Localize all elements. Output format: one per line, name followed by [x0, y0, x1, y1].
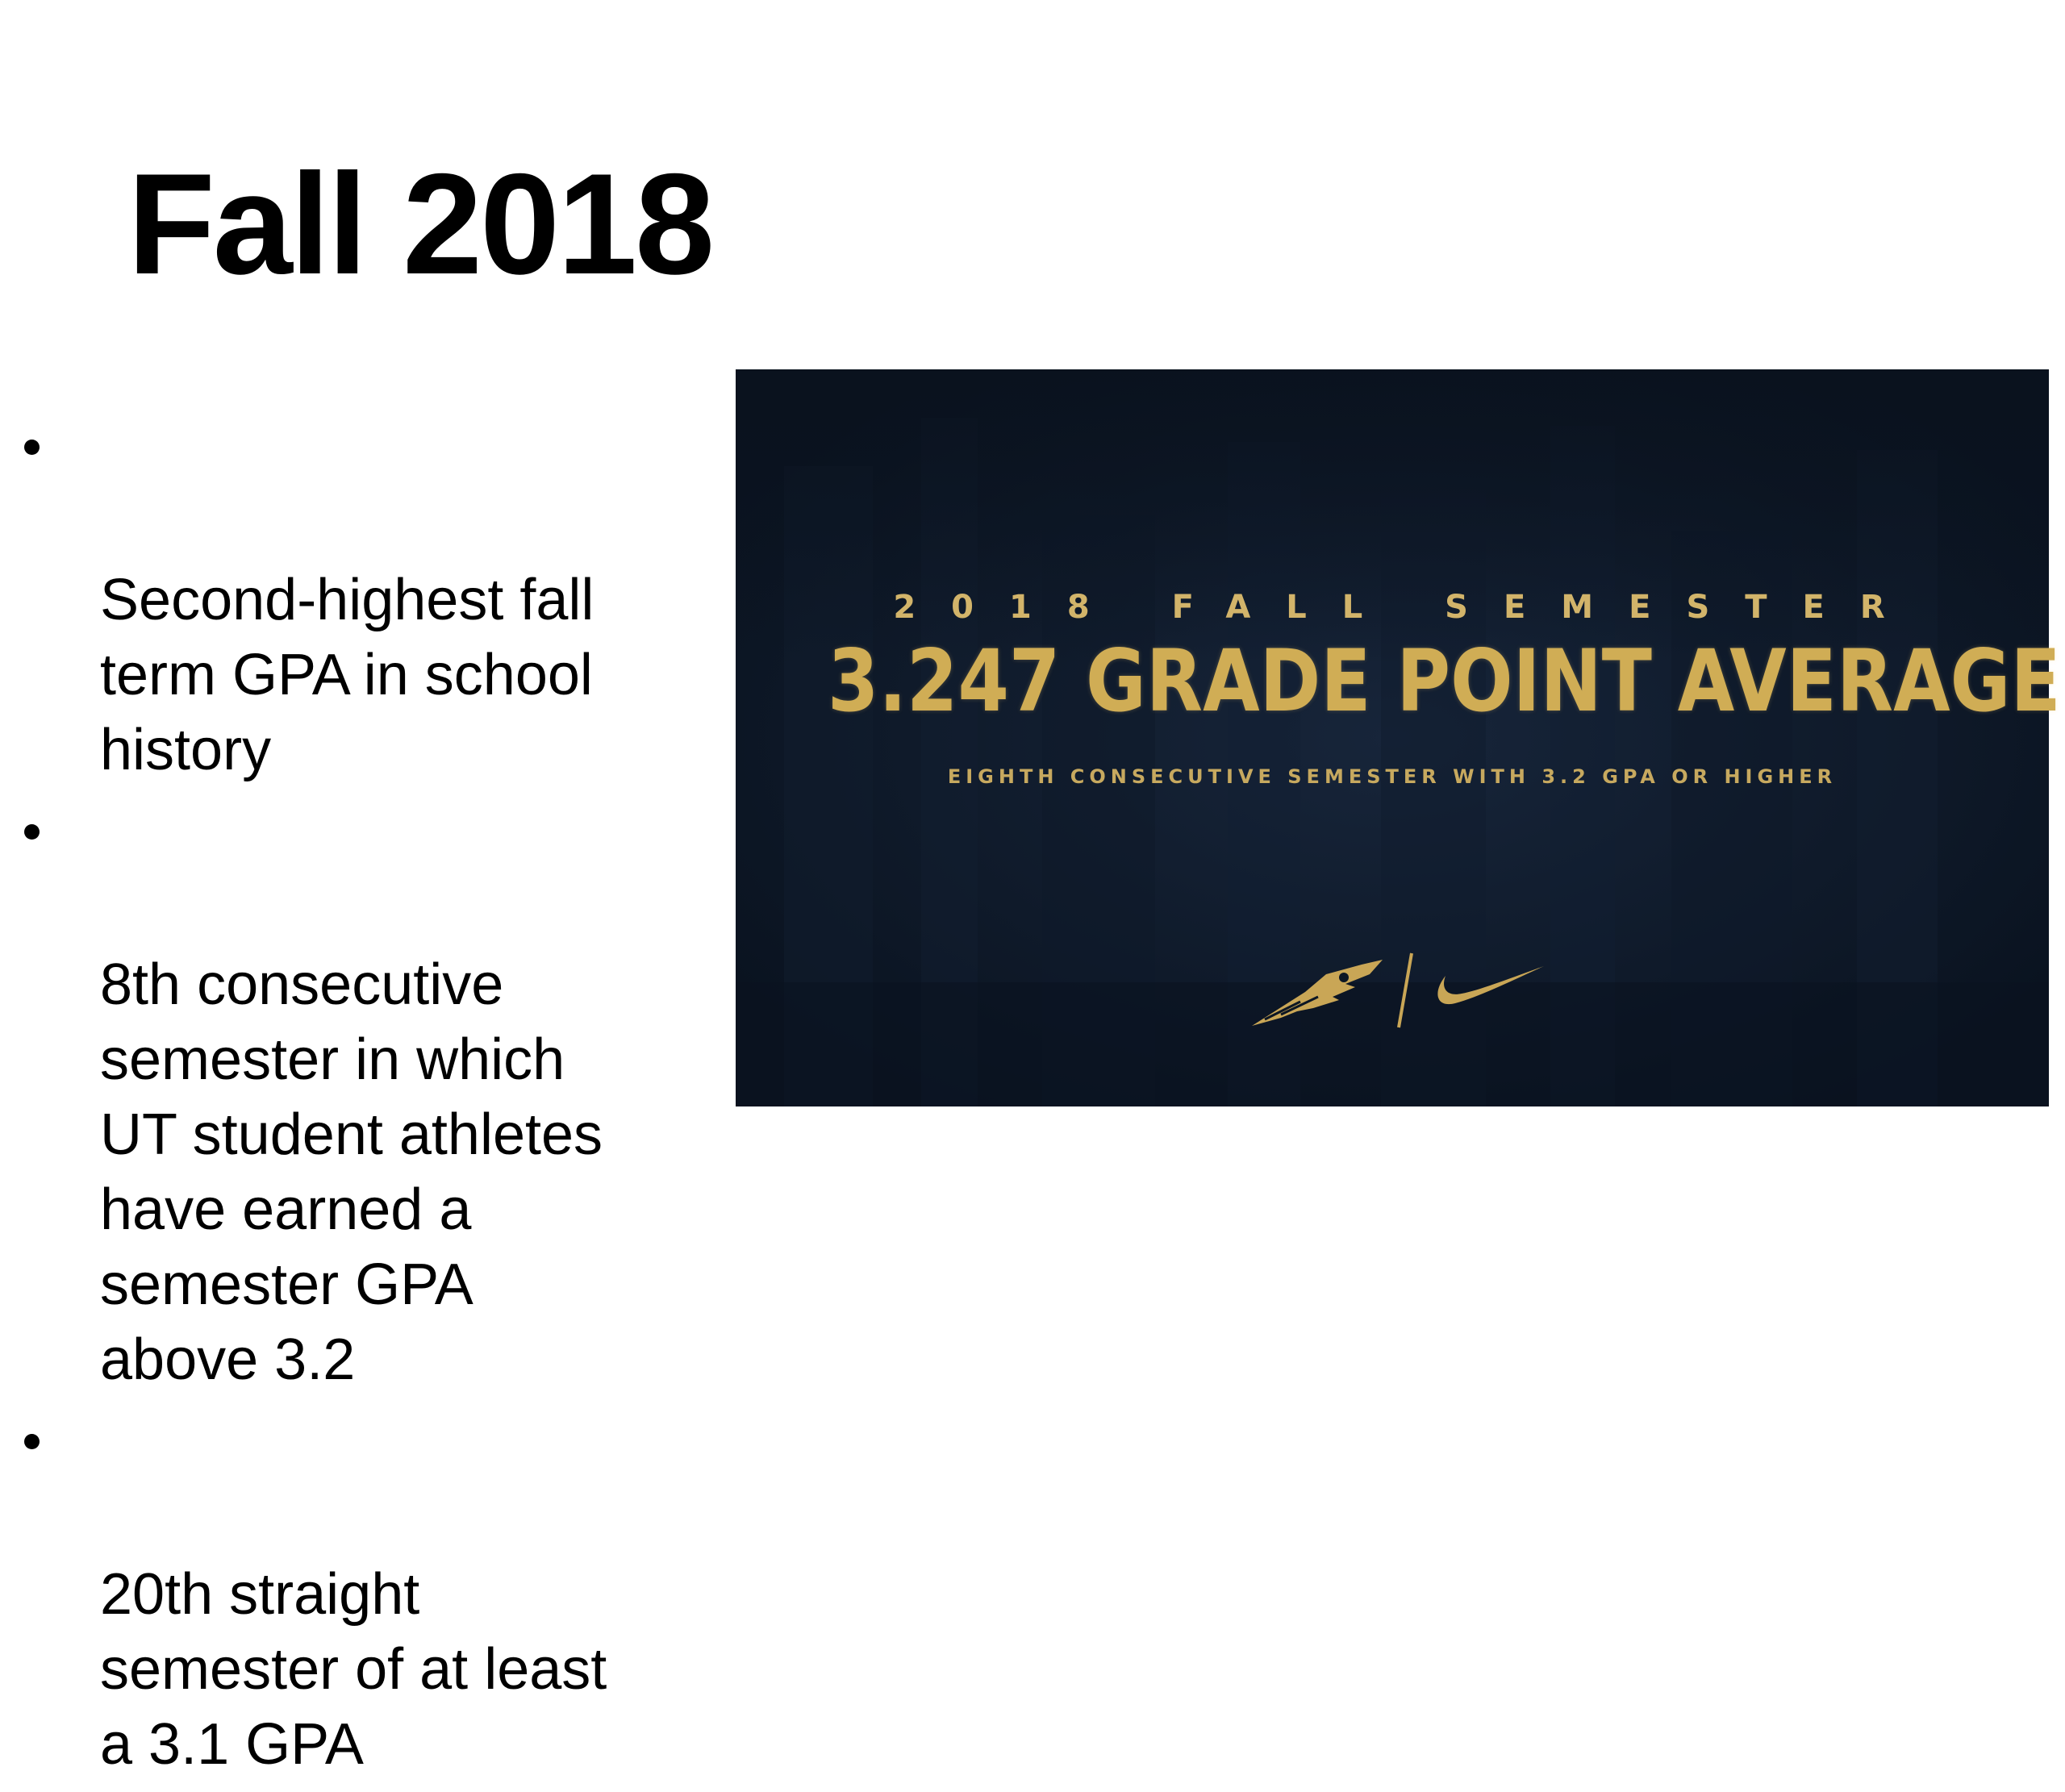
rocket-logo-icon [1249, 950, 1391, 1031]
banner-kicker: 2018 FALL SEMESTER [893, 589, 1921, 626]
bullet-item [18, 413, 663, 788]
gpa-banner-image [736, 369, 2061, 1106]
bullet-text: Second-highest fall term GPA in school history [100, 568, 594, 782]
bullet-text: 8th consecutive semester in which UT student athletes have earned a semester GPA above 3.2 [100, 952, 603, 1392]
nike-swoosh-icon [1431, 956, 1546, 1013]
bullet-icon [24, 1434, 40, 1449]
bullet-list [18, 413, 663, 1792]
slide-title: Fall 2018 [127, 144, 713, 304]
bullet-icon [24, 824, 40, 840]
banner-subline: EIGHTH CONSECUTIVE SEMESTER WITH 3.2 GPA OR HIGHER [947, 765, 1838, 788]
bullet-item [18, 1407, 663, 1782]
banner-headline: 3.247 GRADE POINT AVERAGE [827, 631, 2061, 731]
bullet-text: 20th straight semester of at least a 3.1 GPA [100, 1562, 607, 1777]
banner-logos [736, 950, 2049, 1039]
bullet-item [18, 798, 663, 1398]
bullet-icon [24, 440, 40, 455]
divider-slash-icon [1395, 950, 1415, 1031]
